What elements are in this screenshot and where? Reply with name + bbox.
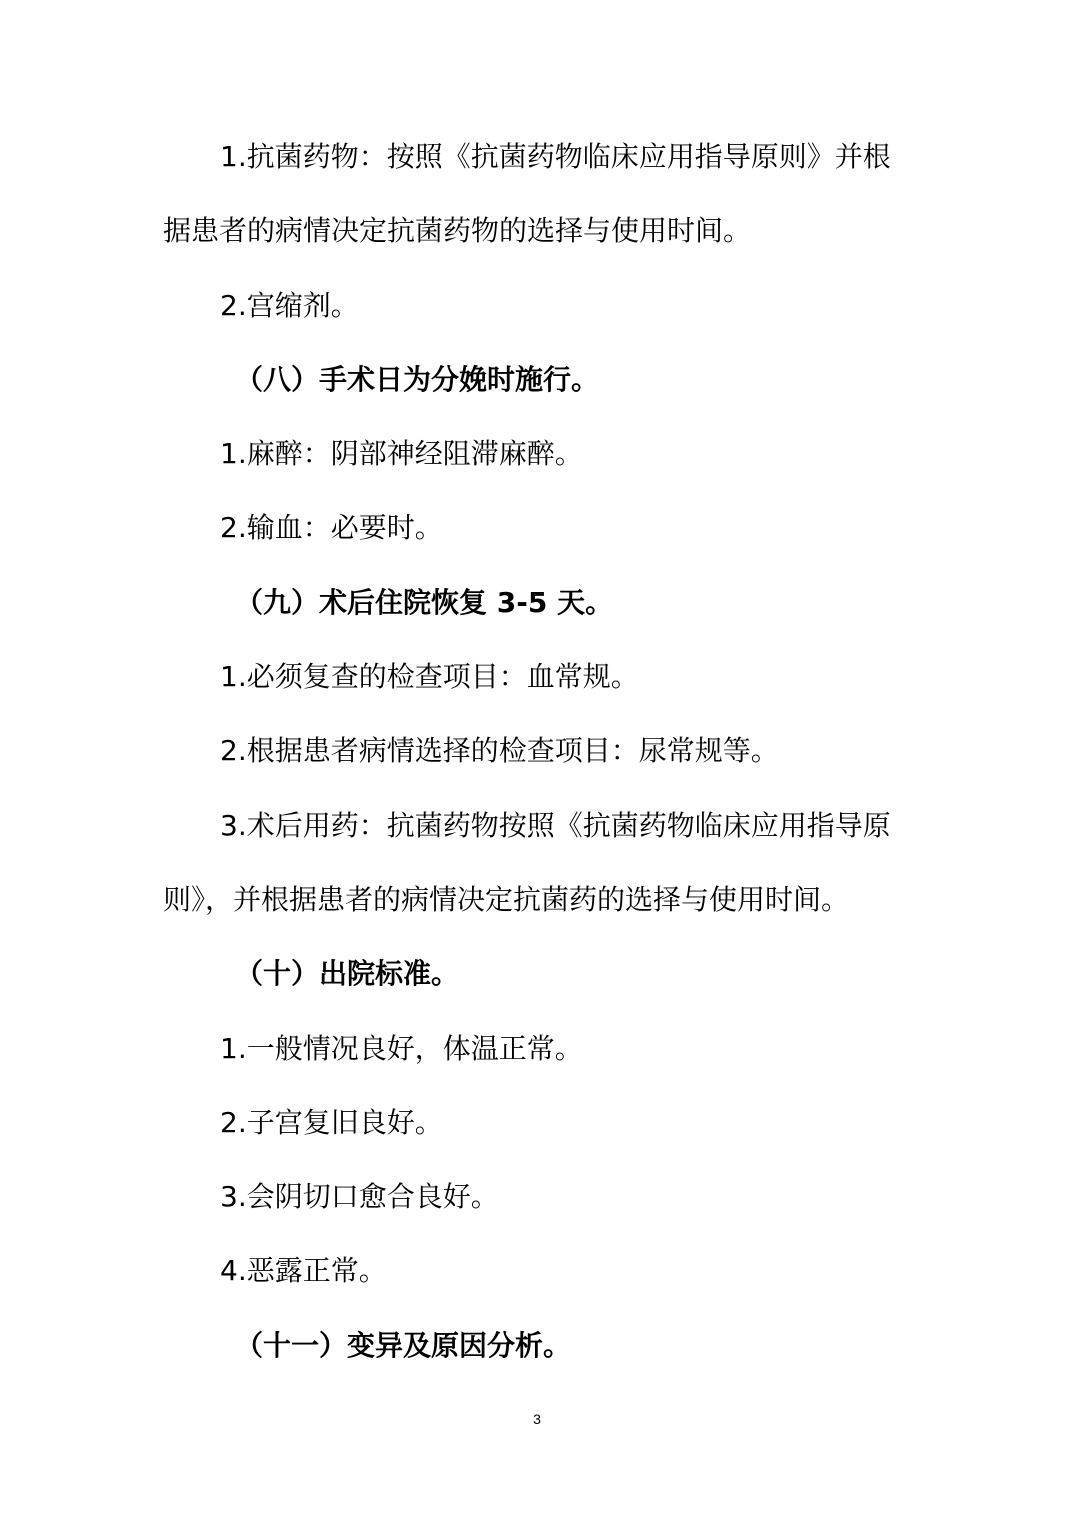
list-item-optional-tests: 2.根据患者病情选择的检查项目：尿常规等。 (220, 734, 779, 768)
list-item-general-condition: 1.一般情况良好，体温正常。 (220, 1031, 583, 1065)
page-number: 3 (533, 1411, 541, 1427)
list-item-postoperative-medication-continued: 则》，并根据患者的病情决定抗菌药的选择与使用时间。 (163, 882, 850, 916)
list-item-postoperative-medication: 3.术后用药：抗菌药物按照《抗菌药物临床应用指导原 (220, 808, 891, 842)
list-item-required-tests: 1.必须复查的检查项目：血常规。 (220, 660, 639, 694)
list-item-uterine-involution: 2.子宫复旧良好。 (220, 1105, 443, 1139)
list-item-transfusion: 2.输血：必要时。 (220, 511, 443, 545)
list-item-perineal-wound: 3.会阴切口愈合良好。 (220, 1180, 499, 1214)
list-item-anesthesia: 1.麻醉：阴部神经阻滞麻醉。 (220, 437, 583, 471)
document-body (163, 120, 915, 1383)
list-item-uterotonics: 2.宫缩剂。 (220, 288, 359, 322)
section-heading-surgery-day: （八）手术日为分娩时施行。 (235, 362, 600, 396)
list-item-antibiotics-1-continued: 据患者的病情决定抗菌药物的选择与使用时间。 (163, 214, 752, 248)
list-item-antibiotics-1: 1.抗菌药物：按照《抗菌药物临床应用指导原则》并根 (220, 140, 891, 173)
list-item-lochia: 4.恶露正常。 (220, 1254, 387, 1288)
section-heading-postoperative-stay: （九）术后住院恢复 3-5 天。 (235, 585, 614, 619)
section-heading-discharge-criteria: （十）出院标准。 (235, 957, 460, 991)
section-heading-variation-analysis: （十一）变异及原因分析。 (235, 1328, 572, 1362)
